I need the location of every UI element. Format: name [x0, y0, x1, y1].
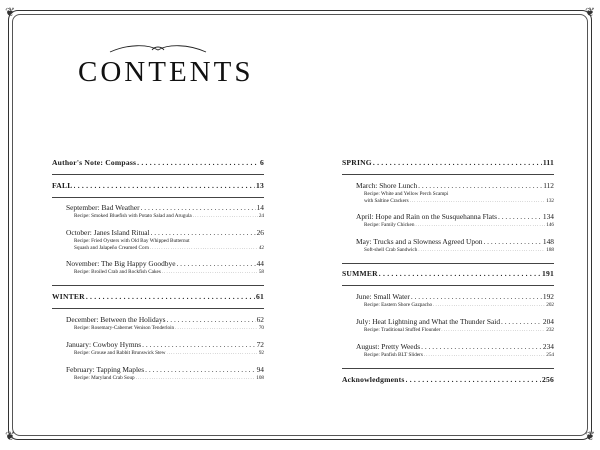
- title-flourish-icon: [108, 42, 208, 56]
- divider: [342, 368, 554, 369]
- divider: [342, 263, 554, 264]
- corner-ornament-icon: ❦: [584, 5, 596, 19]
- divider: [52, 197, 264, 198]
- toc-recipe[interactable]: Recipe: Panfish BLT Sliders . . . 254: [342, 352, 554, 359]
- toc-right-column: [342, 158, 554, 384]
- toc-left-column: [52, 158, 264, 382]
- corner-ornament-icon: ❦: [584, 429, 596, 443]
- divider: [52, 174, 264, 175]
- toc-recipe[interactable]: Recipe: Traditional Stuffed Flounder . . . 232: [342, 327, 554, 334]
- toc-chapter[interactable]: June: Small Water . . . 192: [342, 292, 554, 301]
- toc-chapter[interactable]: October: Janes Island Ritual . . . 26: [52, 228, 264, 237]
- toc-recipe-continued[interactable]: Squash and Jalapeño Creamed Corn . . . 42: [52, 245, 264, 251]
- toc-chapter[interactable]: January: Cowboy Hymns . . . 72: [52, 340, 264, 349]
- toc-part-spring[interactable]: SPRING . . . 111: [342, 158, 554, 167]
- toc-recipe[interactable]: Recipe: Smoked Bluefish with Potato Salad and Arugula . . . 24: [52, 213, 264, 220]
- toc-recipe[interactable]: Recipe: Rosemary-Cabernet Venison Tenderloin . . . 70: [52, 325, 264, 332]
- toc-chapter[interactable]: May: Trucks and a Slowness Agreed Upon . . . 148: [342, 237, 554, 246]
- toc-recipe[interactable]: Recipe: Maryland Crab Soup . . . 108: [52, 375, 264, 382]
- toc-chapter[interactable]: September: Bad Weather . . . 14: [52, 203, 264, 212]
- corner-ornament-icon: ❦: [4, 429, 16, 443]
- toc-recipe[interactable]: Recipe: Grouse and Rabbit Brunswick Stew . . . 92: [52, 350, 264, 357]
- toc-chapter[interactable]: December: Between the Holidays . . . 62: [52, 315, 264, 324]
- toc-part-fall[interactable]: FALL . . . 13: [52, 181, 264, 190]
- toc-part-winter[interactable]: WINTER . . . 61: [52, 292, 264, 301]
- toc-recipe[interactable]: Soft-shell Crab Sandwich . . . 188: [342, 247, 554, 254]
- toc-chapter[interactable]: April: Hope and Rain on the Susquehanna Flats . . . 134: [342, 212, 554, 221]
- divider: [52, 285, 264, 286]
- toc-chapter[interactable]: November: The Big Happy Goodbye . . . 44: [52, 259, 264, 268]
- toc-recipe[interactable]: Recipe: Fried Oysters with Old Bay Whipped Butternut: [74, 238, 190, 245]
- corner-ornament-icon: ❦: [4, 5, 16, 19]
- toc-chapter[interactable]: August: Pretty Weeds . . . 234: [342, 342, 554, 351]
- toc-recipe[interactable]: Recipe: Family Chicken . . . 146: [342, 222, 554, 229]
- toc-chapter[interactable]: July: Heat Lightning and What the Thunder Said . . . 204: [342, 317, 554, 326]
- toc-entry[interactable]: Author's Note: Compass . . . 6: [52, 158, 264, 167]
- page-title: CONTENTS: [78, 56, 254, 88]
- toc-acknowledgments[interactable]: Acknowledgments . . . 256: [342, 375, 554, 384]
- divider: [342, 174, 554, 175]
- toc-chapter[interactable]: February: Tapping Maples . . . 94: [52, 365, 264, 374]
- toc-recipe[interactable]: Recipe: Broiled Crab and Rockfish Cakes . . . 58: [52, 269, 264, 276]
- toc-recipe-continued[interactable]: with Saltine Crackers . . . 132: [342, 198, 554, 204]
- toc-recipe[interactable]: Recipe: White and Yellow Perch Scampi: [364, 190, 449, 197]
- toc-chapter[interactable]: March: Shore Lunch . . . 112: [342, 181, 554, 190]
- divider: [342, 285, 554, 286]
- toc-part-summer[interactable]: SUMMER . . . 191: [342, 269, 554, 278]
- divider: [52, 308, 264, 309]
- toc-recipe[interactable]: Recipe: Eastern Shore Gazpacho . . . 202: [342, 302, 554, 309]
